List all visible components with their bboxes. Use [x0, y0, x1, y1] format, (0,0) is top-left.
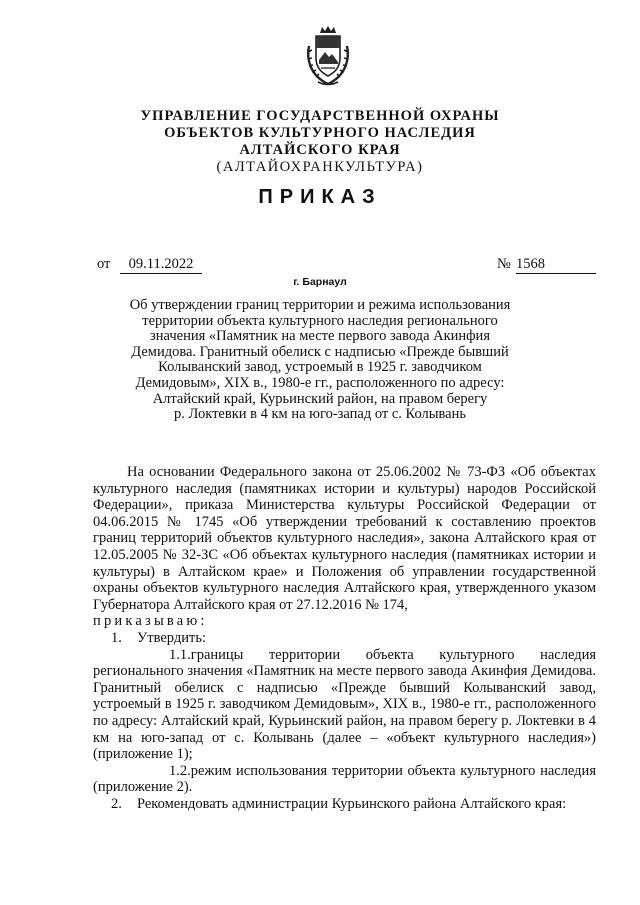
date-label: от [97, 256, 111, 272]
city-name: г. Барнаул [293, 276, 347, 288]
org-short-name: (АЛТАЙОХРАНКУЛЬТУРА) [216, 159, 424, 175]
subject-line: Об утверждении границ территории и режима использования [129, 297, 511, 313]
document-subject [100, 298, 540, 423]
document-body [93, 464, 596, 812]
item-text: Рекомендовать администрации Курьинского района Алтайского края: [137, 795, 567, 812]
item-text: границы территории объекта культурного наследия регионального значения «Памятник на месте первого завода Акинфия Демидова. Гранитный обелиск с надписью «Прежде бывший Колыванский завод, устроемый в 1925 г. заводчиком Демидовым», XIX в., 1980-е гг., расположенного по адресу: Алтайский край, Курьинский район, на правом берегу р. Локтевки в 4 км на юго-запад от с. Колывань (далее – «объект культурного наследия») (приложение 1); [93, 646, 596, 763]
document-number: 1568 [516, 256, 596, 274]
item-number: 2. [111, 795, 122, 812]
item-1 [93, 630, 596, 647]
number-label: № [497, 256, 511, 272]
org-name-line-3: АЛТАЙСКОГО КРАЯ [239, 142, 401, 158]
document-title: ПРИКАЗ [258, 186, 382, 208]
subject-line: Демидовым», XIX в., 1980-е гг., расположенного по адресу: [135, 374, 505, 391]
org-name-line-1: УПРАВЛЕНИЕ ГОСУДАРСТВЕННОЙ ОХРАНЫ [140, 108, 500, 124]
item-text: режим использования территории объекта культурного наследия (приложение 2). [93, 762, 596, 796]
subject-line: значения «Памятник на месте первого завода Акинфия [150, 328, 490, 345]
preamble-paragraph: На основании Федерального закона от 25.06.2002 № 73-ФЗ «Об объектах культурного наследия (памятниках истории и культуры) народов Российской Федерации», приказа Министерства культуры Российской Федерации от 04.06.2015 № 1745 «Об утверждении требований к составлению проектов границ территорий объектов культурного наследия», закона Алтайского края от 12.05.2005 № 32-ЗС «Об объектах культурного наследия (памятниках истории и культуры) в Алтайском крае» и Положения об управлении государственной охраны объектов культурного наследия Алтайского края, утвержденного указом Губернатора Алтайского края от 27.12.2016 № 174, [93, 464, 596, 613]
org-name-line-2: ОБЪЕКТОВ КУЛЬТУРНОГО НАСЛЕДИЯ [164, 125, 476, 141]
subject-line: Алтайский край, Курьинский район, на правом берегу [152, 390, 488, 407]
item-number: 1.1. [169, 646, 191, 663]
item-text: Утвердить: [137, 629, 206, 646]
coat-of-arms-icon [303, 24, 353, 88]
item-1-1 [93, 647, 596, 763]
subject-line: Колыванский завод, устроемый в 1925 г. заводчиком [158, 359, 482, 376]
order-word: приказываю: [93, 613, 208, 630]
item-2 [93, 796, 596, 813]
subject-line: Демидова. Гранитный обелиск с надписью «Прежде бывший [131, 343, 509, 360]
item-1-2 [93, 763, 596, 796]
subject-line: р. Локтевки в 4 км на юго-запад от с. Колывань [174, 406, 466, 423]
item-number: 1. [111, 629, 122, 646]
item-number: 1.2. [169, 762, 191, 779]
subject-line: территории объекта культурного наследия регионального [142, 312, 498, 329]
document-date: 09.11.2022 [120, 256, 202, 274]
